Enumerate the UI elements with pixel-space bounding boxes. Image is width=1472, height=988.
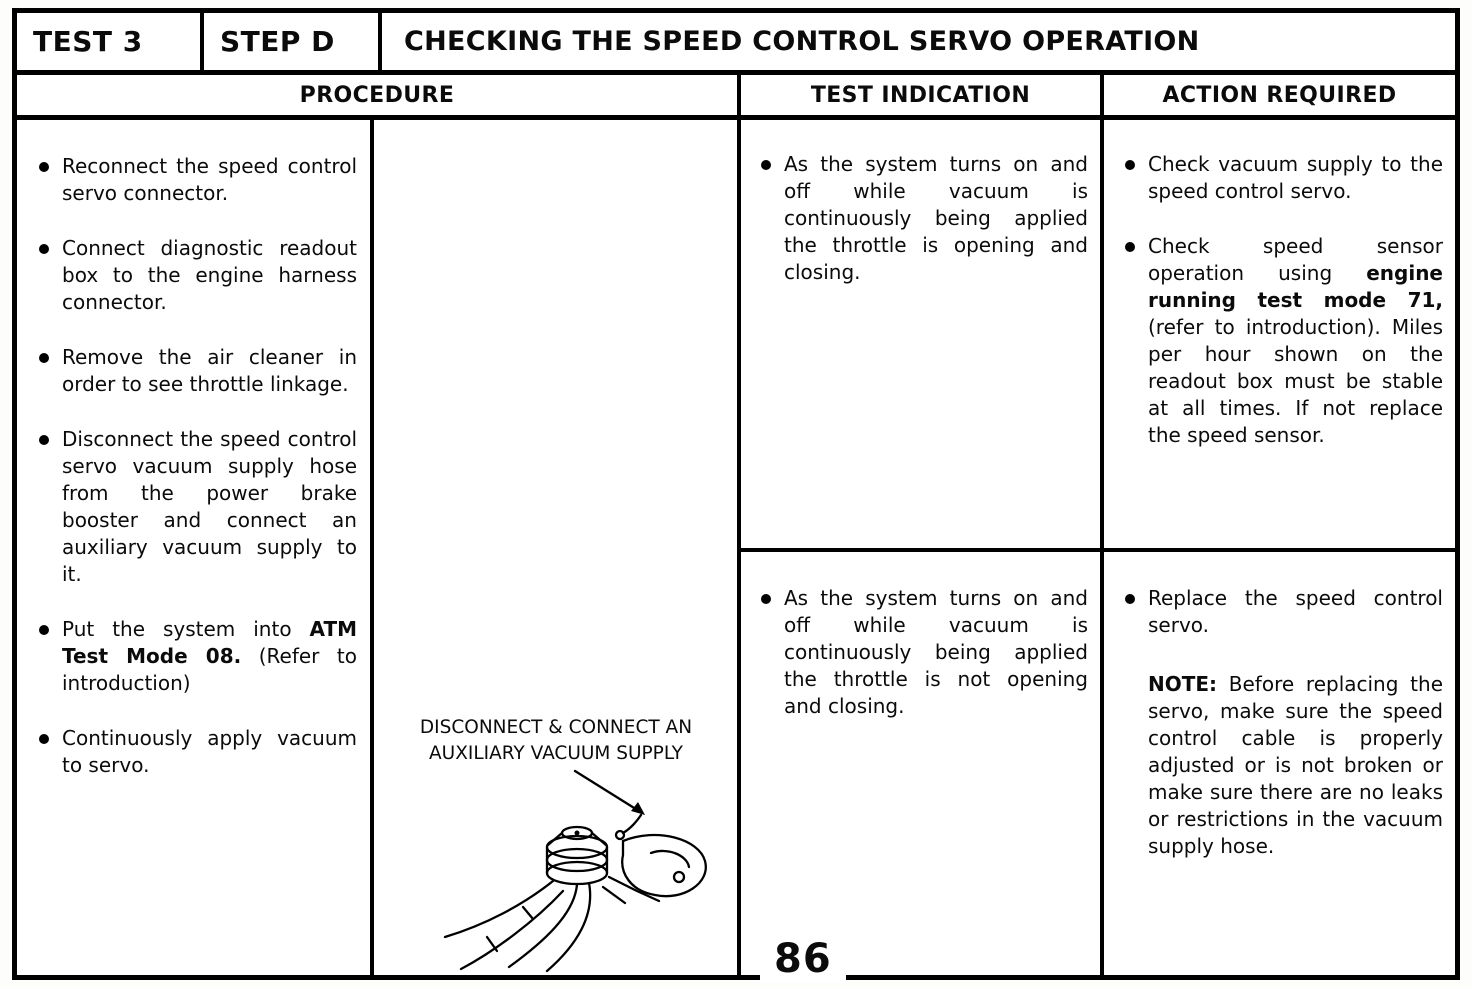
note-label: NOTE: bbox=[1148, 672, 1218, 696]
divider bbox=[200, 13, 204, 70]
action-required-cell-2 bbox=[1104, 552, 1455, 975]
indication-item bbox=[758, 585, 1088, 720]
indication-list-1 bbox=[758, 151, 1088, 286]
column-header-action-required: ACTION REQUIRED bbox=[1162, 82, 1397, 108]
procedure-item-bold: ATM Test Mode 08. bbox=[62, 617, 357, 668]
divider bbox=[17, 115, 1455, 120]
illustration-label: DISCONNECT & CONNECT AN AUXILIARY VACUUM SUPPLY bbox=[419, 717, 693, 764]
action-item bbox=[1122, 585, 1443, 639]
procedure-cell bbox=[17, 120, 370, 975]
procedure-item-text: Connect diagnostic readout box to the engine harness connector. bbox=[62, 236, 357, 314]
action-item bbox=[1122, 151, 1443, 205]
action-required-cell-1 bbox=[1104, 120, 1455, 548]
procedure-item-text: (Refer to introduction) bbox=[62, 644, 357, 695]
procedure-item-text: Disconnect the speed control servo vacuum supply hose from the power brake booster and connect an auxiliary vacuum supply to it. bbox=[62, 427, 357, 586]
test-label: TEST 3 bbox=[33, 25, 143, 58]
action-list-1 bbox=[1122, 151, 1443, 449]
divider bbox=[17, 70, 1455, 75]
page-number: 86 bbox=[760, 936, 846, 982]
indication-text: As the system turns on and off while vacuum is continuously being applied the throttle is not opening and closing. bbox=[784, 586, 1088, 718]
divider bbox=[737, 70, 741, 975]
divider bbox=[378, 13, 382, 70]
procedure-item bbox=[36, 235, 357, 316]
step-label: STEP D bbox=[220, 25, 335, 58]
procedure-list bbox=[36, 153, 357, 779]
note-text: Before replacing the servo, make sure the speed control cable is properly adjusted or is not broken or make sure there are no leaks or restrictions in the vacuum supply hose. bbox=[1148, 672, 1443, 858]
action-text: (refer to introduction). Miles per hour shown on the readout box must be stable at all times. If not replace the speed sensor. bbox=[1148, 315, 1443, 447]
test-indication-cell-2 bbox=[741, 552, 1100, 975]
column-header-test-indication: TEST INDICATION bbox=[810, 82, 1031, 108]
procedure-item bbox=[36, 426, 357, 588]
procedure-item-text: Put the system into bbox=[62, 617, 310, 641]
divider bbox=[370, 115, 374, 975]
replacement-note bbox=[1122, 671, 1443, 860]
page-title: CHECKING THE SPEED CONTROL SERVO OPERATION bbox=[404, 26, 1200, 57]
action-item bbox=[1122, 233, 1443, 449]
indication-list-2 bbox=[758, 585, 1088, 720]
servo-illustration bbox=[427, 769, 727, 973]
action-text: Replace the speed control servo. bbox=[1148, 586, 1443, 637]
action-bold: engine running test mode 71, bbox=[1148, 261, 1443, 312]
callout-arrow bbox=[575, 771, 645, 815]
action-list-2 bbox=[1122, 585, 1443, 639]
procedure-item bbox=[36, 344, 357, 398]
diagnostic-table bbox=[12, 8, 1460, 980]
procedure-item-text: Reconnect the speed control servo connector. bbox=[62, 154, 357, 205]
procedure-item bbox=[36, 153, 357, 207]
procedure-item-text: Remove the air cleaner in order to see throttle linkage. bbox=[62, 345, 357, 396]
action-text: Check speed sensor operation using bbox=[1148, 234, 1443, 285]
divider bbox=[737, 548, 1455, 552]
action-text: Check vacuum supply to the speed control servo. bbox=[1148, 152, 1443, 203]
indication-item bbox=[758, 151, 1088, 286]
column-header-procedure: PROCEDURE bbox=[299, 82, 455, 108]
procedure-item bbox=[36, 616, 357, 697]
test-indication-cell-1 bbox=[741, 120, 1100, 548]
procedure-item-text: Continuously apply vacuum to servo. bbox=[62, 726, 357, 777]
divider bbox=[1100, 70, 1104, 975]
procedure-item bbox=[36, 725, 357, 779]
indication-text: As the system turns on and off while vacuum is continuously being applied the throttle is opening and closing. bbox=[784, 152, 1088, 284]
